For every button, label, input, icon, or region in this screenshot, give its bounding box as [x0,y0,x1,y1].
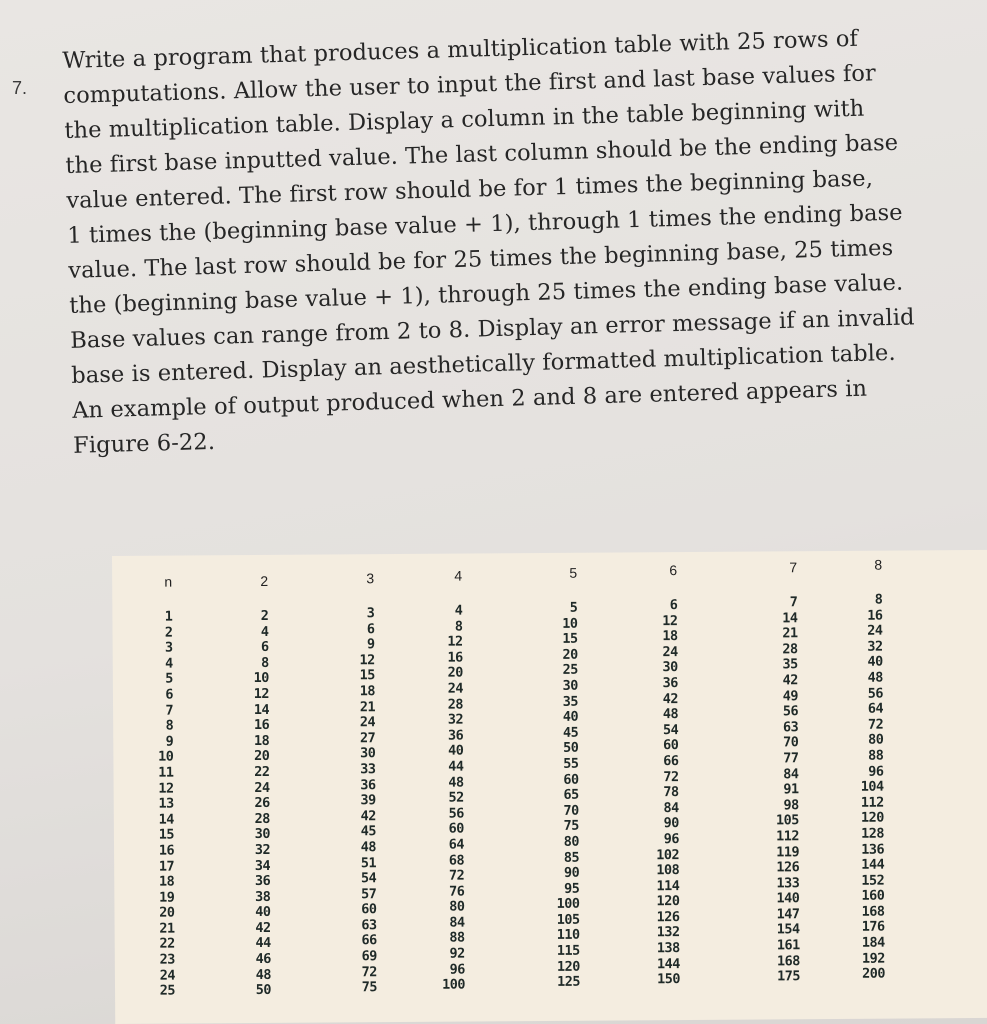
table-cell: 12 [662,612,678,629]
table-cell: 125 [557,973,581,991]
table-cell: 8 [454,618,463,635]
table-cell: 49 [782,687,799,704]
table-cell: 48 [360,839,377,856]
table-cell: 84 [663,799,679,816]
table-cell: 24 [254,779,270,796]
table-cell: 66 [663,752,679,770]
table-cell: 176 [861,919,885,936]
table-column-2 [208,571,271,999]
table-cell: 112 [776,828,800,845]
table-cell: 192 [861,950,885,967]
table-cell: 20 [159,904,175,921]
table-cell: 136 [861,841,885,858]
table-cell: 20 [254,748,270,765]
problem-text [62,20,921,464]
table-cell: 51 [360,854,377,871]
table-cell: 96 [449,961,465,978]
table-cell: 132 [656,924,680,941]
table-cell: 120 [556,958,580,975]
table-cell: 80 [563,833,580,850]
table-cell: 45 [562,724,579,741]
table-header-cell: 4 [454,567,463,584]
table-cell: 72 [867,716,884,733]
figure-6-22-multiplication-table [112,550,987,1024]
table-cell: 4 [165,655,173,672]
table-cell: 21 [159,920,175,937]
table-column-3 [314,568,377,996]
table-cell: 72 [448,867,465,884]
table-cell: 75 [563,818,579,835]
table-cell: 20 [447,664,463,682]
table-cell: 50 [563,740,579,757]
table-cell: 6 [260,639,269,656]
table-cell: 24 [447,680,463,697]
table-cell: 22 [254,763,270,780]
table-cell: 98 [783,796,799,814]
problem-line: value. The last row should be for 25 times the beginning base, 25 times [67,234,894,284]
table-cell: 6 [669,597,678,614]
table-cell: 4 [454,602,463,619]
table-cell: 33 [360,761,376,778]
table-cell: 21 [359,698,376,715]
table-header-cell: 3 [366,570,375,587]
table-header-cell: n [164,573,173,590]
table-cell: 38 [255,888,271,905]
table-cell: 23 [159,951,175,968]
table-cell: 12 [359,651,375,669]
table-cell: 7 [789,594,798,611]
table-cell: 69 [361,948,377,965]
table-cell: 8 [165,717,174,734]
table-cell: 56 [448,805,464,822]
table-cell: 115 [556,942,580,959]
table-cell: 57 [361,885,377,902]
table-cell: 64 [448,836,465,853]
table-cell: 56 [782,703,799,720]
table-cell: 54 [662,721,679,738]
table-cell: 160 [861,887,885,905]
table-cell: 76 [449,883,465,900]
problem-line: the multiplication table. Display a column in the table beginning with [64,95,865,144]
table-cell: 46 [255,950,271,968]
table-cell: 90 [663,815,679,832]
table-cell: 2 [260,607,269,624]
table-cell: 144 [861,856,885,873]
table-cell: 48 [448,774,464,791]
table-cell: 28 [254,810,270,827]
table-cell: 9 [165,733,174,750]
table-cell: 19 [159,889,175,906]
table-cell: 2 [164,624,173,641]
table-cell: 28 [447,696,464,713]
problem-line: value entered. The first row should be for 1 times the beginning base, [66,165,874,214]
table-cell: 88 [868,747,884,764]
table-cell: 30 [662,659,678,676]
table-cell: 3 [366,605,375,622]
table-cell: 15 [359,667,375,684]
table-cell: 4 [260,623,269,640]
table-cell: 161 [776,937,800,954]
table-cell: 104 [860,778,884,795]
table-cell: 77 [783,750,799,767]
table-cell: 133 [776,874,800,892]
table-cell: 100 [556,896,580,913]
table-cell: 68 [448,852,465,869]
table-cell: 12 [253,685,270,702]
table-cell: 48 [255,966,271,983]
table-cell: 40 [448,742,464,760]
table-cell: 50 [255,982,272,999]
table-cell: 24 [867,622,883,639]
table-cell: 30 [360,745,376,762]
table-header-cell: 6 [669,562,678,579]
table-cell: 42 [255,919,271,936]
table-cell: 42 [662,690,679,707]
table-cell: 140 [776,890,800,907]
table-cell: 35 [782,656,798,673]
table-cell: 18 [253,732,270,749]
table-cell: 45 [360,823,376,840]
table-cell: 24 [159,967,175,984]
table-cell: 72 [663,768,679,785]
table-cell: 16 [253,717,270,734]
table-cell: 1 [164,608,173,625]
problem-line: the (beginning base value + 1), through 25 times the ending base value. [68,269,904,319]
table-cell: 35 [562,693,579,710]
table-cell: 126 [656,908,680,926]
table-cell: 63 [782,718,799,736]
table-cell: 15 [158,826,175,843]
table-cell: 112 [860,794,884,811]
table-header-cell: 2 [260,572,269,589]
table-cell: 20 [562,646,578,663]
table-cell: 36 [447,727,464,744]
table-cell: 144 [656,955,680,972]
table-cell: 36 [254,872,271,890]
table-cell: 60 [448,820,464,837]
table-cell: 32 [867,638,883,655]
table-cell: 42 [782,672,798,689]
table-cell: 34 [254,857,271,874]
table-cell: 14 [253,701,270,718]
table-cell: 28 [782,640,798,658]
table-cell: 18 [158,873,175,890]
table-cell: 11 [158,764,174,781]
problem-line: 1 times the (beginning base value + 1), through 1 times the ending base [66,199,903,249]
table-cell: 14 [158,811,174,828]
table-cell: 95 [564,880,580,897]
table-cell: 25 [562,662,578,679]
table-cell: 168 [776,952,800,970]
table-cell: 44 [448,758,464,775]
table-cell: 114 [656,877,680,894]
table-cell: 100 [442,976,466,993]
table-cell: 175 [777,968,801,985]
table-cell: 48 [867,669,883,686]
table-cell: 15 [562,630,578,648]
table-header-cell: 7 [789,559,798,576]
table-cell: 7 [165,702,174,719]
table-cell: 5 [569,599,578,616]
table-cell: 9 [366,636,375,653]
table-cell: 22 [159,936,175,953]
problem-line: Base values can range from 2 to 8. Display an error message if an invalid [69,304,915,354]
table-cell: 16 [447,649,463,666]
table-column-n [112,572,175,1000]
problem-line: base is entered. Display an aesthetically formatted multiplication table. [70,339,896,389]
table-cell: 78 [663,784,679,801]
table-cell: 30 [562,677,578,694]
table-cell: 96 [663,830,680,848]
table-cell: 40 [867,653,883,671]
table-cell: 30 [254,826,271,843]
table-cell: 92 [449,945,465,962]
table-cell: 110 [556,927,580,944]
table-cell: 105 [775,812,799,829]
table-cell: 102 [656,846,680,863]
problem-line: Write a program that produces a multiplication table with 25 rows of [62,25,859,74]
table-cell: 66 [361,932,377,949]
table-cell: 17 [158,858,175,875]
table-cell: 119 [776,843,800,860]
table-cell: 60 [663,737,679,754]
table-cell: 32 [447,711,464,728]
table-cell: 10 [158,748,174,766]
table-cell: 96 [868,763,884,780]
table-cell: 184 [861,934,885,951]
table-cell: 147 [776,906,800,923]
table-cell: 25 [159,982,176,999]
table-cell: 40 [255,904,271,921]
table-cell: 126 [776,859,800,876]
table-cell: 5 [165,670,173,688]
table-cell: 84 [783,765,799,782]
table-column-4 [402,566,465,994]
table-cell: 13 [158,795,174,812]
table-cell: 3 [164,639,173,656]
table-cell: 16 [158,842,175,859]
table-cell: 70 [782,734,799,751]
table-cell: 80 [449,898,465,915]
table-cell: 60 [361,901,377,918]
table-cell: 75 [361,979,378,996]
problem-line: Figure 6-22. [72,428,216,459]
table-cell: 150 [657,971,681,988]
table-cell: 88 [449,930,465,947]
table-cell: 42 [360,807,376,824]
table-cell: 21 [782,625,798,642]
table-cell: 10 [253,670,269,687]
table-cell: 27 [359,729,376,747]
table-cell: 91 [783,781,799,798]
table-cell: 90 [563,864,580,881]
problem-line: computations. Allow the user to input the first and last base values for [63,60,877,109]
table-cell: 56 [867,685,884,702]
table-column-7 [737,557,800,985]
table-column-5 [517,563,580,991]
table-cell: 138 [656,940,680,957]
table-cell: 39 [360,792,376,809]
table-cell: 12 [447,633,463,650]
table-cell: 108 [656,862,680,879]
table-cell: 18 [662,628,678,645]
table-cell: 8 [261,654,269,671]
table-cell: 152 [861,872,885,889]
table-cell: 63 [361,917,377,934]
table-cell: 55 [563,755,579,772]
table-cell: 72 [361,963,377,980]
problem-number: 7. [12,78,28,98]
table-cell: 65 [563,786,579,803]
table-cell: 36 [662,675,678,692]
table-cell: 200 [861,965,885,983]
table-cell: 85 [563,849,580,866]
table-cell: 84 [449,914,465,931]
table-cell: 18 [359,683,376,700]
table-cell: 12 [158,780,174,797]
table-cell: 40 [562,708,579,726]
table-cell: 70 [563,802,579,819]
table-cell: 80 [867,731,884,749]
table-column-6 [617,560,680,988]
table-cell: 48 [662,706,679,723]
table-cell: 24 [662,643,678,660]
table-cell: 32 [254,841,271,858]
table-column-8 [822,555,885,983]
table-cell: 44 [255,935,271,952]
table-cell: 52 [448,789,464,806]
table-cell: 54 [360,870,377,887]
table-cell: 26 [254,795,270,812]
table-cell: 120 [860,809,884,827]
table-cell: 14 [782,609,798,626]
table-cell: 16 [867,607,883,624]
problem-line: the first base inputted value. The last column should be the ending base [65,129,899,179]
table-cell: 64 [867,700,884,717]
table-cell: 10 [562,615,578,632]
table-cell: 6 [366,620,375,637]
table-cell: 154 [776,921,800,938]
table-cell: 120 [656,893,680,910]
table-cell: 60 [563,771,579,788]
table-cell: 24 [359,714,376,731]
table-cell: 105 [556,911,580,928]
table-cell: 8 [874,591,883,608]
table-header-cell: 8 [874,556,883,573]
table-header-cell: 5 [569,564,578,581]
table-cell: 6 [165,686,174,703]
problem-line: An example of output produced when 2 and 8 are entered appears in [71,375,868,424]
table-cell: 36 [360,776,376,793]
table-cell: 128 [861,825,885,842]
table-cell: 168 [861,903,885,920]
